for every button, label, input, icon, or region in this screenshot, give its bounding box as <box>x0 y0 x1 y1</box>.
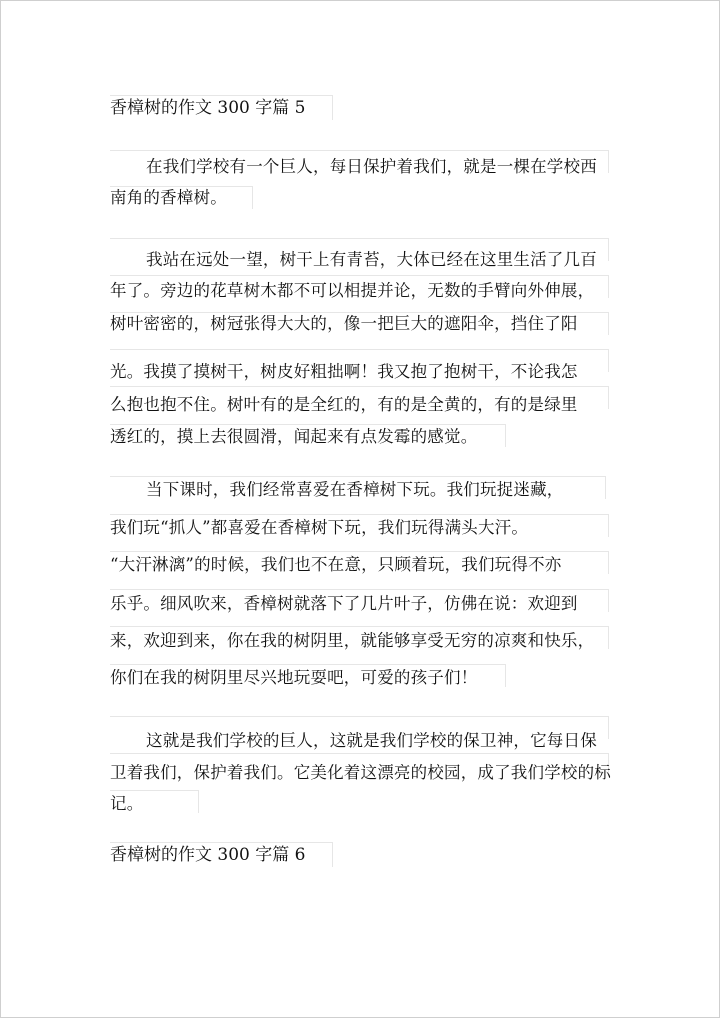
paragraph-3-line-1: 当下课时，我们经常喜爱在香樟树下玩。我们玩捉迷藏， <box>146 480 564 499</box>
paragraph-2-line-2: 年了。旁边的花草树木都不可以相提并论，无数的手臂向外伸展， <box>110 281 595 300</box>
paragraph-4-line-3: 记。 <box>110 794 144 813</box>
paragraph-2-line-1: 我站在远处一望，树干上有青苔，大体已经在这里生活了几百 <box>146 250 597 269</box>
paragraph-4-line-2: 卫着我们，保护着我们。它美化着这漂亮的校园，成了我们学校的标 <box>110 763 611 782</box>
paragraph-2-line-3: 树叶密密的，树冠张得大大的，像一把巨大的遮阳伞，挡住了阳 <box>110 314 578 333</box>
paragraph-1-line-2: 南角的香樟树。 <box>110 188 227 207</box>
paragraph-2-line-5: 么抱也抱不住。树叶有的是全红的，有的是全黄的，有的是绿里 <box>110 395 578 414</box>
paragraph-4-line-1: 这就是我们学校的巨人，这就是我们学校的保卫神，它每日保 <box>146 731 597 750</box>
paragraph-2-line-4: 光。我摸了摸树干，树皮好粗拙啊！我又抱了抱树干，不论我怎 <box>110 362 578 381</box>
section-heading: 香樟树的作文 300 字篇 6 <box>110 845 306 865</box>
paragraph-2-line-6: 透红的，摸上去很圆滑，闻起来有点发霉的感觉。 <box>110 427 478 446</box>
paragraph-3-line-6: 你们在我的树阴里尽兴地玩耍吧，可爱的孩子们！ <box>110 668 478 687</box>
paragraph-3-line-3: “大汗淋漓”的时候，我们也不在意，只顾着玩，我们玩得不亦 <box>110 555 562 574</box>
paragraph-3-line-4: 乐乎。细风吹来，香樟树就落下了几片叶子，仿佛在说：欢迎到 <box>110 594 578 613</box>
paragraph-3-line-5: 来，欢迎到来，你在我的树阴里，就能够享受无穷的凉爽和快乐， <box>110 631 595 650</box>
paragraph-3-line-2: 我们玩“抓人”都喜爱在香樟树下玩，我们玩得满头大汗。 <box>110 518 529 537</box>
paragraph-1-line-1: 在我们学校有一个巨人，每日保护着我们，就是一棵在学校西 <box>146 157 597 176</box>
section-heading: 香樟树的作文 300 字篇 5 <box>110 98 306 118</box>
